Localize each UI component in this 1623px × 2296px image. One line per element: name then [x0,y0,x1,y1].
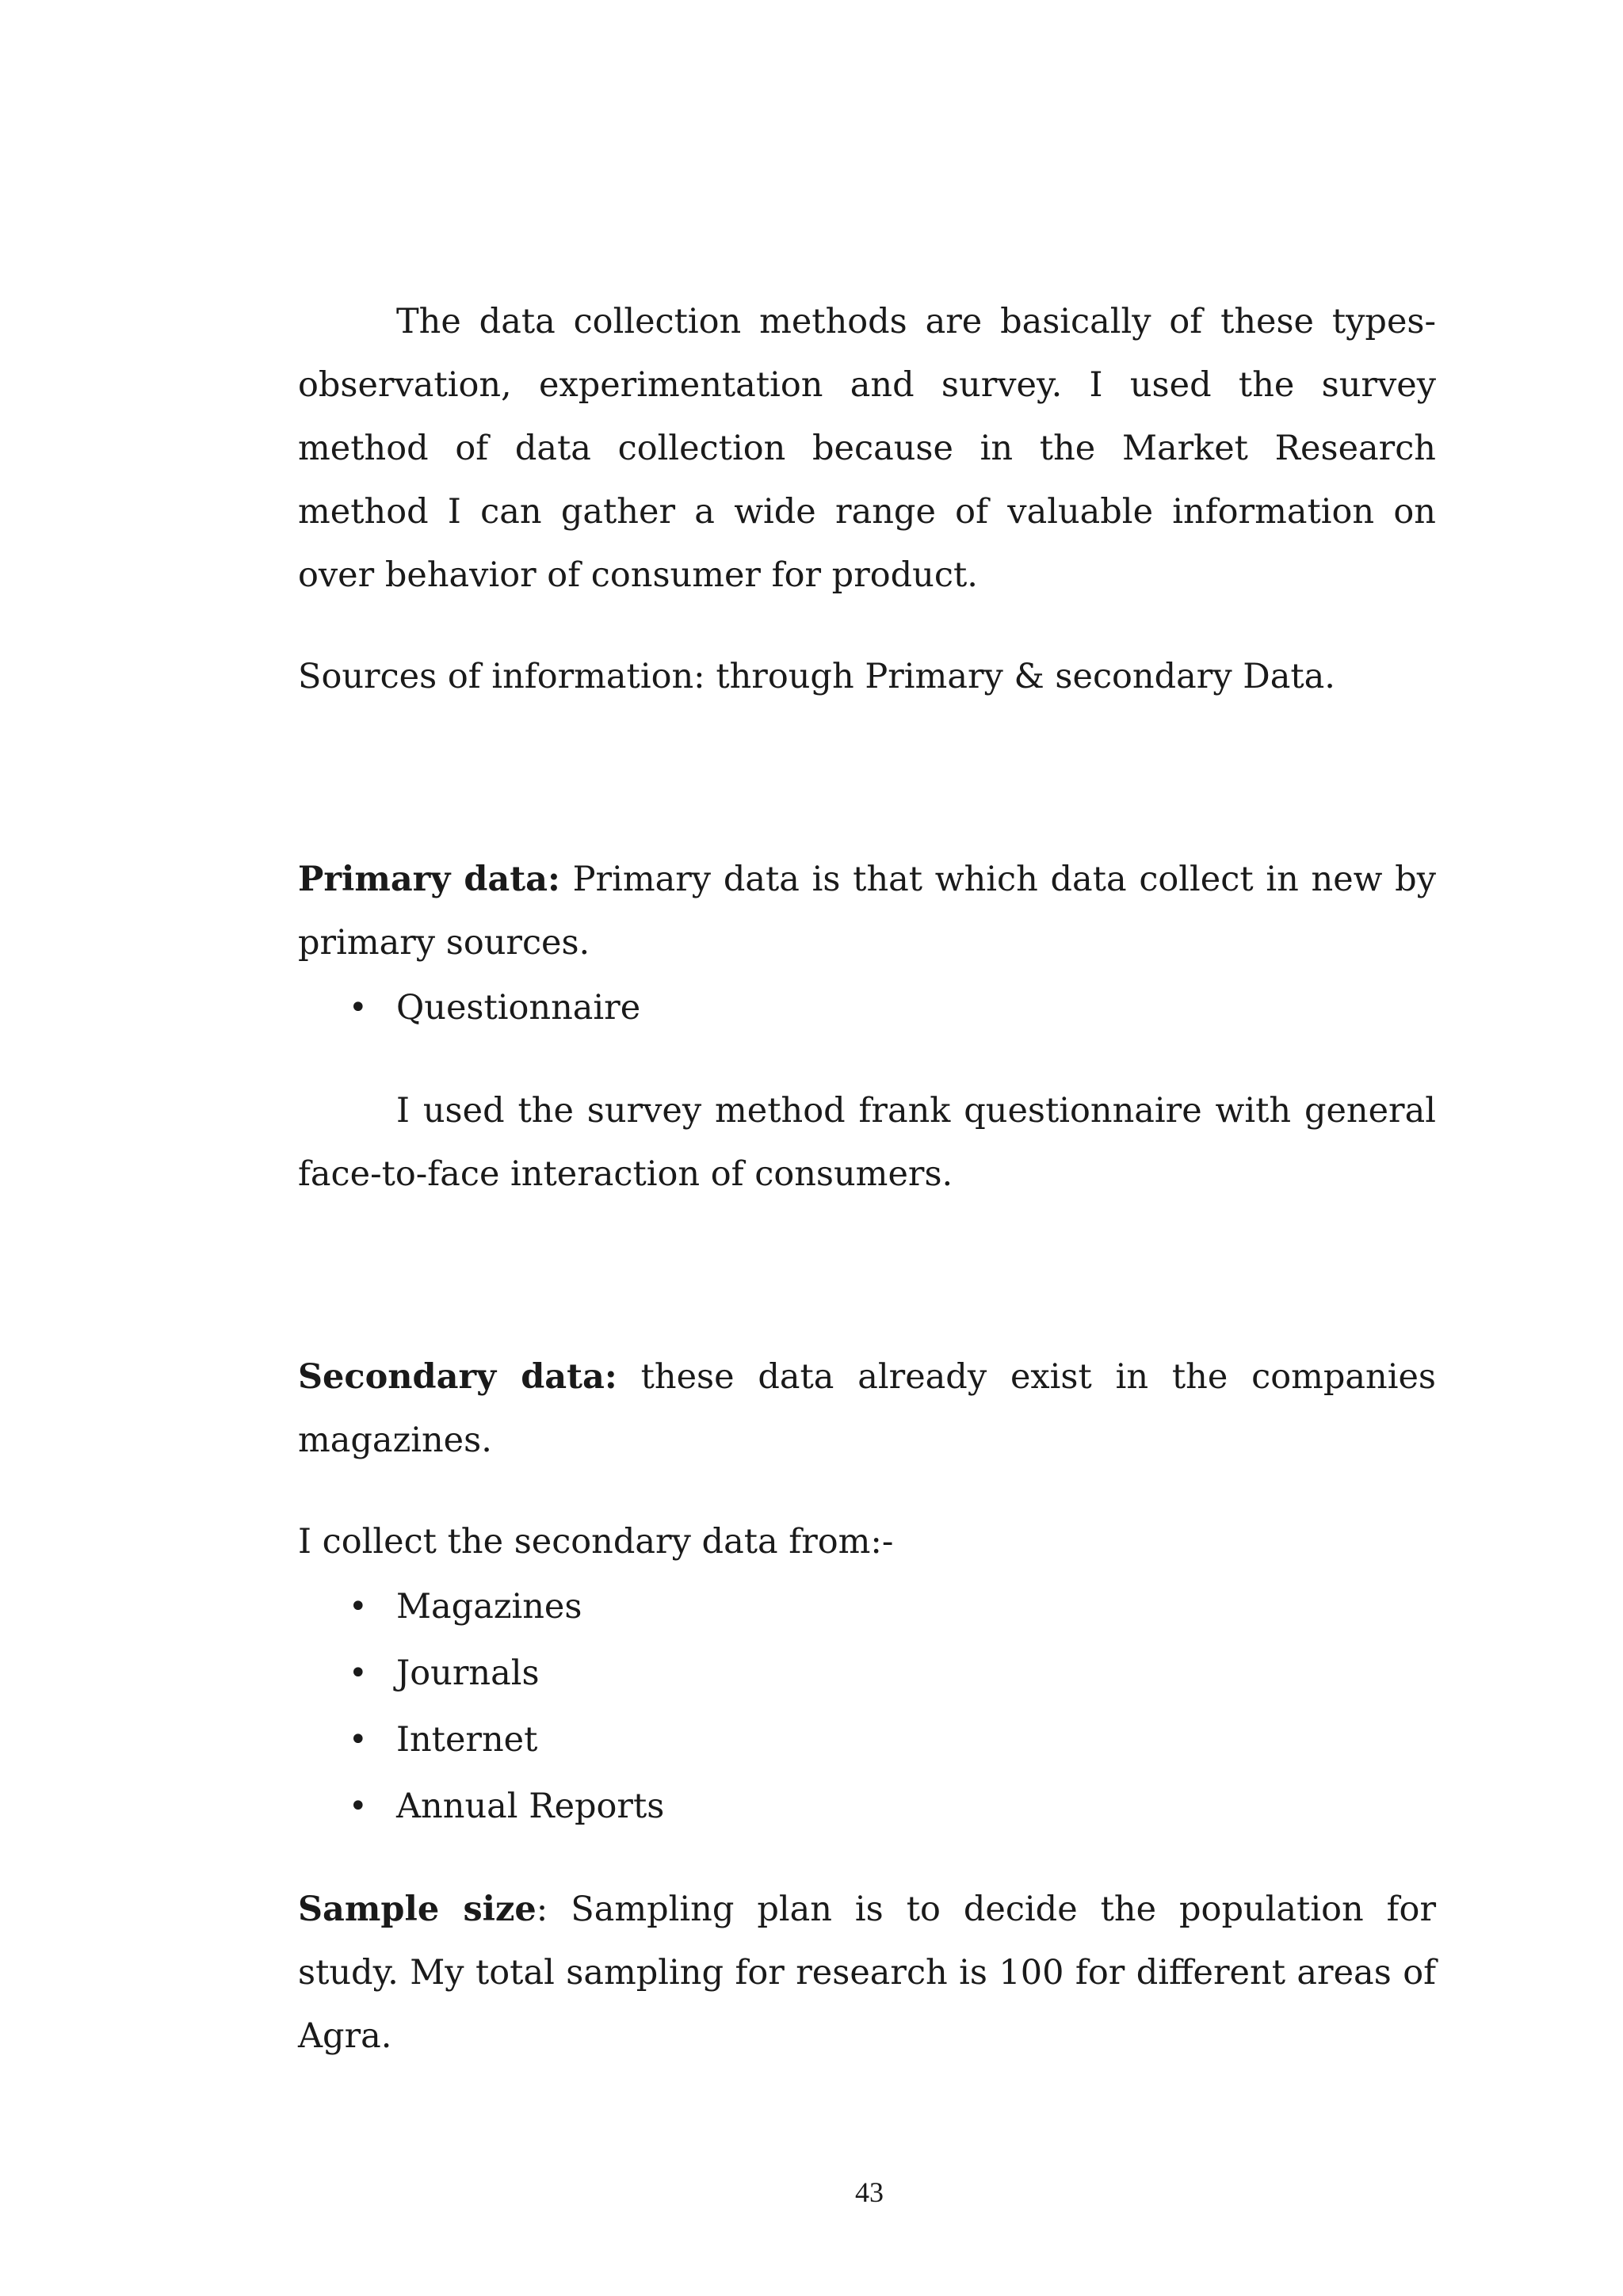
page-number: 43 [855,2176,884,2208]
primary-data-heading: Primary data: [298,860,560,899]
list-item [298,974,1436,1041]
list-item [298,1573,1436,1640]
bullet-icon: • [349,1722,368,1758]
list-item-label: Questionnaire [396,988,641,1028]
sample-size-heading: Sample size [298,1890,537,1929]
bullet-icon: • [349,1589,368,1625]
secondary-data-heading: Secondary data: [298,1357,617,1397]
questionnaire-paragraph: I used the survey method frank questionnaire with general face-to-face interaction of consumers. [298,1091,1436,1194]
list-item-label: Magazines [396,1587,582,1627]
list-item [298,1640,1436,1707]
list-item-label: Internet [396,1720,538,1760]
bullet-icon: • [349,1788,368,1825]
secondary-sources-list [298,1573,1436,1840]
sample-size-paragraph [298,1878,1436,2068]
list-item [298,1707,1436,1773]
list-item-label: Journals [396,1653,540,1693]
secondary-collect-line: I collect the secondary data from:- [298,1522,894,1562]
sources-paragraph: Sources of information: through Primary & secondary Data. [298,657,1335,696]
primary-data-text: Primary data is that which data collect in new by primary sources. [298,860,1436,963]
list-item [298,1773,1436,1840]
primary-data-paragraph [298,848,1436,974]
list-item-label: Annual Reports [396,1787,665,1826]
intro-paragraph: The data collection methods are basically of these types- observation, experimentation and survey. I used the survey method of data collection because in the Market Research method I can gather a wide range of valuable information on over behavior of consumer for product. [298,302,1436,595]
secondary-data-text: these data already exist in the companies magazines. [298,1357,1436,1460]
bullet-icon: • [349,990,368,1026]
page-content [298,290,1436,2068]
sample-size-text: : Sampling plan is to decide the population for study. My total sampling for research is 100 for different areas of Agra. [298,1890,1436,2056]
secondary-data-paragraph [298,1345,1436,1472]
primary-sources-list [298,974,1436,1041]
bullet-icon: • [349,1655,368,1691]
